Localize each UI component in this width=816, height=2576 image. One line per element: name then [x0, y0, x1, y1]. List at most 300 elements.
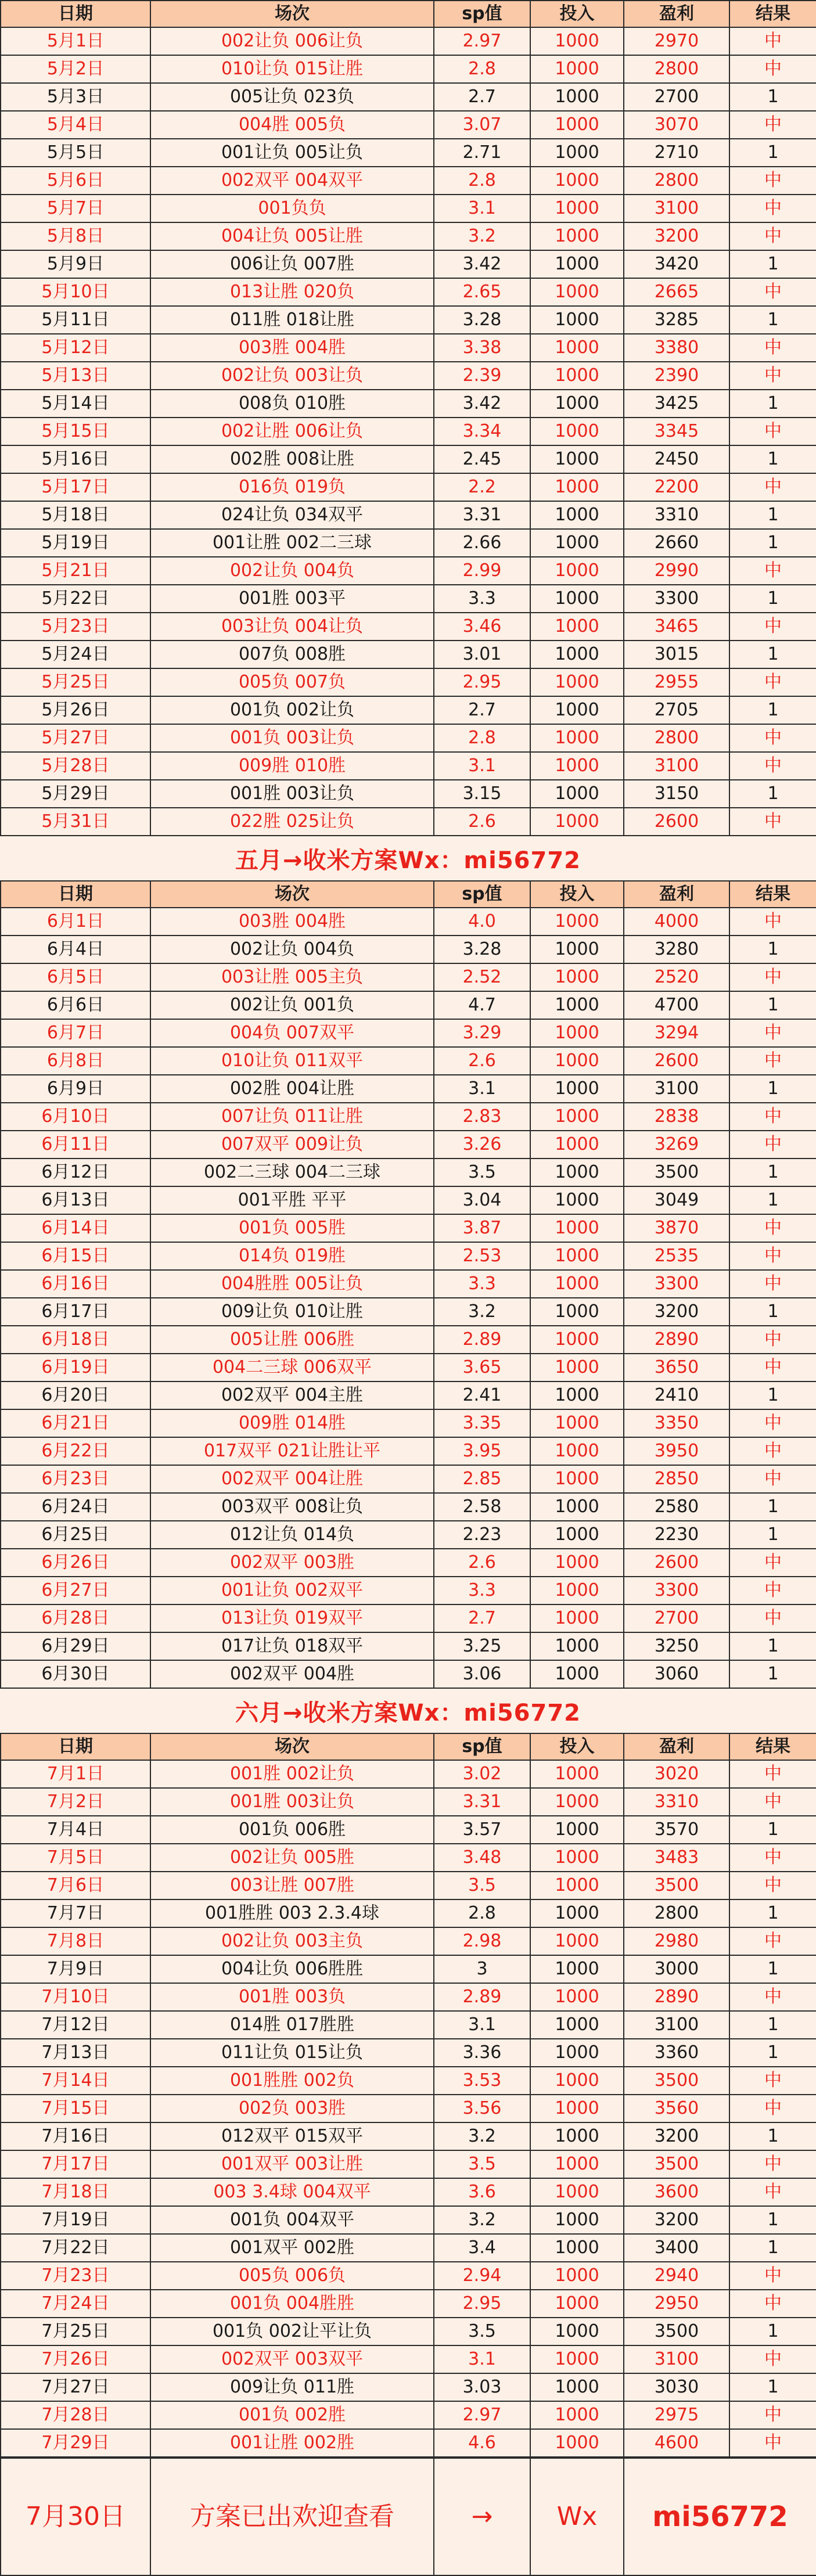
cell-sp: 3 [434, 1955, 530, 1983]
cell-stake: 1000 [530, 418, 624, 445]
cell-result: 中 [729, 1927, 816, 1955]
table-row [1, 724, 816, 752]
cell-date: 5月3日 [1, 83, 150, 111]
results-table [0, 0, 816, 836]
header-profit: 盈利 [624, 881, 729, 908]
table-row [1, 1927, 816, 1955]
cell-profit: 3294 [624, 1019, 729, 1047]
cell-result: 中 [729, 1242, 816, 1270]
cell-match: 012让负 014负 [150, 1521, 434, 1549]
cell-match: 003胜 004胜 [150, 334, 434, 362]
cell-stake: 1000 [530, 2178, 624, 2206]
cell-date: 6月5日 [1, 963, 150, 991]
cell-sp: 3.57 [434, 1816, 530, 1844]
cell-sp: 3.56 [434, 2095, 530, 2122]
cell-profit: 3380 [624, 334, 729, 362]
table-row [1, 1409, 816, 1437]
table-row [1, 557, 816, 585]
cell-stake: 1000 [530, 1983, 624, 2011]
cell-stake: 1000 [530, 1760, 624, 1788]
cell-sp: 3.06 [434, 1660, 530, 1688]
cell-sp: 3.6 [434, 2178, 530, 2206]
cell-stake: 1000 [530, 1381, 624, 1409]
cell-profit: 2450 [624, 445, 729, 473]
cell-sp: 3.2 [434, 1298, 530, 1326]
cell-date: 5月24日 [1, 641, 150, 668]
cell-result: 1 [729, 1632, 816, 1660]
cell-profit: 3100 [624, 1075, 729, 1103]
cell-stake: 1000 [530, 936, 624, 963]
cell-profit: 3420 [624, 250, 729, 278]
cell-match: 002胜 004让胜 [150, 1075, 434, 1103]
cell-sp: 2.97 [434, 2401, 530, 2429]
table-row [1, 195, 816, 222]
cell-profit: 2850 [624, 1465, 729, 1493]
cell-date: 7月4日 [1, 1816, 150, 1844]
cell-stake: 1000 [530, 2401, 624, 2429]
cell-result: 中 [729, 752, 816, 780]
table-row [1, 2206, 816, 2234]
cell-sp: 2.6 [434, 1549, 530, 1577]
cell-sp: 2.71 [434, 139, 530, 167]
cell-stake: 1000 [530, 963, 624, 991]
cell-stake: 1000 [530, 2290, 624, 2318]
table-row [1, 1632, 816, 1660]
cell-match: 001胜 003负 [150, 1983, 434, 2011]
cell-match: 002双平 004双平 [150, 167, 434, 195]
table-row [1, 1354, 816, 1381]
cell-sp: 3.42 [434, 250, 530, 278]
cell-date: 5月8日 [1, 222, 150, 250]
cell-date: 5月10日 [1, 278, 150, 306]
cell-stake: 1000 [530, 2345, 624, 2373]
cell-stake: 1000 [530, 222, 624, 250]
header-stake: 投入 [530, 1733, 624, 1760]
cell-result: 中 [729, 1047, 816, 1075]
cell-profit: 3500 [624, 2150, 729, 2178]
cell-sp: 3.46 [434, 613, 530, 641]
cell-date: 5月11日 [1, 306, 150, 334]
cell-stake: 1000 [530, 1604, 624, 1632]
cell-stake: 1000 [530, 139, 624, 167]
cell-stake: 1000 [530, 2206, 624, 2234]
section-title: 五月→收米方案Wx：mi56772 [0, 836, 816, 880]
cell-date: 6月1日 [1, 908, 150, 936]
cell-profit: 2200 [624, 473, 729, 501]
table-row [1, 1214, 816, 1242]
cell-profit: 4700 [624, 991, 729, 1019]
cell-profit: 3060 [624, 1660, 729, 1688]
cell-result: 中 [729, 1103, 816, 1131]
cell-match: 006让负 007胜 [150, 250, 434, 278]
table-row [1, 1493, 816, 1521]
header-match: 场次 [150, 881, 434, 908]
cell-date: 5月31日 [1, 808, 150, 836]
results-table [0, 880, 816, 1689]
cell-date: 7月9日 [1, 1955, 150, 1983]
cell-profit: 3285 [624, 306, 729, 334]
cell-stake: 1000 [530, 1788, 624, 1816]
cell-sp: 2.45 [434, 445, 530, 473]
cell-match: 001胜 002让负 [150, 1760, 434, 1788]
cell-stake: 1000 [530, 1660, 624, 1688]
cell-result: 中 [729, 2345, 816, 2373]
cell-sp: 2.41 [434, 1381, 530, 1409]
cell-result: 中 [729, 1019, 816, 1047]
cell-date: 6月30日 [1, 1660, 150, 1688]
section-title: 六月→收米方案Wx：mi56772 [0, 1689, 816, 1733]
table-row [1, 362, 816, 390]
cell-profit: 2390 [624, 362, 729, 390]
cell-match: 009让负 011胜 [150, 2373, 434, 2401]
cell-match: 004让负 005让胜 [150, 222, 434, 250]
table-row [1, 1521, 816, 1549]
cell-sp: 3.38 [434, 334, 530, 362]
table-header [1, 881, 816, 908]
table-row [1, 1955, 816, 1983]
cell-result: 中 [729, 613, 816, 641]
cell-stake: 1000 [530, 1019, 624, 1047]
table-row [1, 641, 816, 668]
cell-sp: 2.23 [434, 1521, 530, 1549]
cell-result: 1 [729, 1159, 816, 1186]
cell-result: 1 [729, 585, 816, 613]
cell-sp: 3.53 [434, 2067, 530, 2095]
cell-date: 6月23日 [1, 1465, 150, 1493]
cell-sp: 2.8 [434, 724, 530, 752]
cell-date: 6月25日 [1, 1521, 150, 1549]
cell-result: 1 [729, 83, 816, 111]
cell-result: 1 [729, 991, 816, 1019]
cell-date: 5月9日 [1, 250, 150, 278]
cell-match: 014负 019胜 [150, 1242, 434, 1270]
cell-match: 002让负 005胜 [150, 1844, 434, 1872]
cell-match: 005负 007负 [150, 668, 434, 696]
cell-stake: 1000 [530, 1270, 624, 1298]
cell-stake: 1000 [530, 167, 624, 195]
cell-stake: 1000 [530, 195, 624, 222]
table-row [1, 1131, 816, 1159]
cell-stake: 1000 [530, 1955, 624, 1983]
cell-profit: 3500 [624, 2318, 729, 2345]
cell-match: 002让胜 006让负 [150, 418, 434, 445]
cell-date: 7月12日 [1, 2011, 150, 2039]
cell-sp: 4.0 [434, 908, 530, 936]
cell-profit: 3500 [624, 1159, 729, 1186]
cell-sp: 3.5 [434, 1159, 530, 1186]
cell-sp: 3.5 [434, 1872, 530, 1899]
cell-date: 5月29日 [1, 780, 150, 808]
cell-sp: 3.26 [434, 1131, 530, 1159]
header-result: 结果 [729, 1, 816, 27]
cell-date: 6月4日 [1, 936, 150, 963]
cell-result: 1 [729, 1660, 816, 1688]
cell-sp: 3.95 [434, 1437, 530, 1465]
cell-sp: 2.8 [434, 167, 530, 195]
table-row [1, 2150, 816, 2178]
cell-profit: 2600 [624, 1549, 729, 1577]
cell-date: 7月13日 [1, 2039, 150, 2067]
cell-date: 6月13日 [1, 1186, 150, 1214]
cell-profit: 2800 [624, 55, 729, 83]
cell-profit: 3250 [624, 1632, 729, 1660]
cell-profit: 2950 [624, 2290, 729, 2318]
cell-result: 中 [729, 1983, 816, 2011]
cell-match: 001胜胜 003 2.3.4球 [150, 1899, 434, 1927]
cell-profit: 2410 [624, 1381, 729, 1409]
cell-match: 007让负 011让胜 [150, 1103, 434, 1131]
cell-match: 013让负 019双平 [150, 1604, 434, 1632]
footer-notice: 方案已出欢迎查看 [150, 2458, 434, 2575]
cell-match: 002双平 004主胜 [150, 1381, 434, 1409]
cell-sp: 2.7 [434, 83, 530, 111]
cell-date: 5月2日 [1, 55, 150, 83]
cell-profit: 3200 [624, 2206, 729, 2234]
cell-match: 001负 002胜 [150, 2401, 434, 2429]
cell-match: 002让负 003主负 [150, 1927, 434, 1955]
cell-match: 002二三球 004二三球 [150, 1159, 434, 1186]
cell-stake: 1000 [530, 1493, 624, 1521]
cell-date: 6月9日 [1, 1075, 150, 1103]
cell-match: 011胜 018让胜 [150, 306, 434, 334]
cell-date: 7月24日 [1, 2290, 150, 2318]
cell-profit: 3400 [624, 2234, 729, 2262]
cell-match: 007负 008胜 [150, 641, 434, 668]
table-row [1, 278, 816, 306]
table-row [1, 306, 816, 334]
header-sp: sp值 [434, 1, 530, 27]
cell-date: 7月5日 [1, 1844, 150, 1872]
cell-date: 6月24日 [1, 1493, 150, 1521]
cell-stake: 1000 [530, 557, 624, 585]
cell-sp: 3.4 [434, 2234, 530, 2262]
cell-sp: 2.66 [434, 529, 530, 557]
cell-date: 6月17日 [1, 1298, 150, 1326]
cell-result: 1 [729, 2318, 816, 2345]
cell-result: 中 [729, 278, 816, 306]
cell-match: 001让胜 002二三球 [150, 529, 434, 557]
cell-profit: 2800 [624, 724, 729, 752]
table-row [1, 668, 816, 696]
cell-result: 中 [729, 1872, 816, 1899]
cell-sp: 3.29 [434, 1019, 530, 1047]
cell-match: 004胜胜 005让负 [150, 1270, 434, 1298]
cell-sp: 3.2 [434, 2122, 530, 2150]
cell-result: 中 [729, 668, 816, 696]
cell-result: 中 [729, 167, 816, 195]
cell-stake: 1000 [530, 1632, 624, 1660]
footer-wx-label: Wx [530, 2458, 624, 2575]
cell-sp: 2.99 [434, 557, 530, 585]
cell-date: 6月22日 [1, 1437, 150, 1465]
cell-stake: 1000 [530, 306, 624, 334]
cell-sp: 2.39 [434, 362, 530, 390]
cell-stake: 1000 [530, 1075, 624, 1103]
cell-profit: 3600 [624, 2178, 729, 2206]
cell-date: 5月5日 [1, 139, 150, 167]
cell-date: 6月20日 [1, 1381, 150, 1409]
cell-result: 1 [729, 2373, 816, 2401]
table-row [1, 139, 816, 167]
cell-stake: 1000 [530, 808, 624, 836]
table-row [1, 1577, 816, 1604]
cell-stake: 1000 [530, 724, 624, 752]
table-row [1, 1760, 816, 1788]
cell-sp: 2.94 [434, 2262, 530, 2290]
cell-profit: 2890 [624, 1983, 729, 2011]
cell-match: 002胜 008让胜 [150, 445, 434, 473]
cell-result: 1 [729, 2234, 816, 2262]
table-row [1, 1816, 816, 1844]
cell-match: 001负 003让负 [150, 724, 434, 752]
cell-result: 1 [729, 445, 816, 473]
cell-sp: 3.31 [434, 1788, 530, 1816]
table-row [1, 2039, 816, 2067]
cell-result: 中 [729, 1409, 816, 1437]
cell-date: 5月21日 [1, 557, 150, 585]
cell-result: 中 [729, 2150, 816, 2178]
cell-date: 5月22日 [1, 585, 150, 613]
footer-date: 7月30日 [1, 2458, 150, 2575]
footer-wx-id: mi56772 [624, 2458, 816, 2575]
cell-result: 1 [729, 1075, 816, 1103]
cell-date: 7月1日 [1, 1760, 150, 1788]
table-row [1, 696, 816, 724]
cell-sp: 2.6 [434, 1047, 530, 1075]
cell-profit: 3300 [624, 1577, 729, 1604]
cell-date: 7月28日 [1, 2401, 150, 2429]
cell-sp: 3.04 [434, 1186, 530, 1214]
table-row [1, 2318, 816, 2345]
table-row [1, 2234, 816, 2262]
cell-stake: 1000 [530, 1131, 624, 1159]
cell-stake: 1000 [530, 1844, 624, 1872]
cell-date: 5月25日 [1, 668, 150, 696]
cell-match: 003让负 004让负 [150, 613, 434, 641]
cell-sp: 3.31 [434, 501, 530, 529]
table-row [1, 1242, 816, 1270]
cell-result: 中 [729, 557, 816, 585]
cell-sp: 3.1 [434, 2345, 530, 2373]
cell-result: 1 [729, 2122, 816, 2150]
cell-sp: 3.48 [434, 1844, 530, 1872]
cell-sp: 3.3 [434, 1270, 530, 1298]
cell-stake: 1000 [530, 613, 624, 641]
cell-sp: 2.8 [434, 1899, 530, 1927]
cell-result: 中 [729, 808, 816, 836]
cell-stake: 1000 [530, 1577, 624, 1604]
table-row [1, 418, 816, 445]
cell-profit: 3500 [624, 2067, 729, 2095]
cell-stake: 1000 [530, 2011, 624, 2039]
cell-stake: 1000 [530, 529, 624, 557]
table-row [1, 2095, 816, 2122]
cell-stake: 1000 [530, 696, 624, 724]
cell-sp: 3.15 [434, 780, 530, 808]
table-row [1, 2122, 816, 2150]
cell-profit: 2710 [624, 139, 729, 167]
cell-profit: 2600 [624, 808, 729, 836]
cell-date: 5月17日 [1, 473, 150, 501]
cell-profit: 3070 [624, 111, 729, 139]
cell-result: 中 [729, 362, 816, 390]
cell-match: 010让负 015让胜 [150, 55, 434, 83]
cell-profit: 2975 [624, 2401, 729, 2429]
cell-match: 003胜 004胜 [150, 908, 434, 936]
table-row [1, 1844, 816, 1872]
cell-profit: 2660 [624, 529, 729, 557]
cell-date: 6月18日 [1, 1326, 150, 1354]
cell-stake: 1000 [530, 362, 624, 390]
cell-stake: 1000 [530, 1047, 624, 1075]
cell-result: 1 [729, 1381, 816, 1409]
cell-sp: 3.5 [434, 2318, 530, 2345]
table-row [1, 501, 816, 529]
cell-date: 6月8日 [1, 1047, 150, 1075]
header-date: 日期 [1, 1733, 150, 1760]
table-row [1, 808, 816, 836]
cell-profit: 2705 [624, 696, 729, 724]
cell-profit: 3200 [624, 1298, 729, 1326]
cell-result: 中 [729, 55, 816, 83]
cell-date: 5月19日 [1, 529, 150, 557]
cell-result: 1 [729, 936, 816, 963]
cell-sp: 2.97 [434, 27, 530, 55]
cell-stake: 1000 [530, 1549, 624, 1577]
cell-sp: 3.5 [434, 2150, 530, 2178]
cell-stake: 1000 [530, 1326, 624, 1354]
cell-date: 7月16日 [1, 2122, 150, 2150]
cell-profit: 3300 [624, 585, 729, 613]
cell-profit: 3100 [624, 752, 729, 780]
cell-result: 1 [729, 2206, 816, 2234]
cell-sp: 3.03 [434, 2373, 530, 2401]
cell-match: 001平胜 平平 [150, 1186, 434, 1214]
cell-match: 003让胜 007胜 [150, 1872, 434, 1899]
table-row [1, 473, 816, 501]
cell-date: 7月10日 [1, 1983, 150, 2011]
cell-result: 中 [729, 1465, 816, 1493]
cell-stake: 1000 [530, 1186, 624, 1214]
cell-profit: 2800 [624, 167, 729, 195]
cell-profit: 3650 [624, 1354, 729, 1381]
cell-match: 001双平 002胜 [150, 2234, 434, 2262]
cell-profit: 4600 [624, 2429, 729, 2457]
cell-match: 009胜 014胜 [150, 1409, 434, 1437]
cell-result: 中 [729, 1577, 816, 1604]
cell-stake: 1000 [530, 1927, 624, 1955]
cell-sp: 4.6 [434, 2429, 530, 2457]
cell-match: 001负 002让平让负 [150, 2318, 434, 2345]
cell-stake: 1000 [530, 1465, 624, 1493]
cell-profit: 3345 [624, 418, 729, 445]
cell-result: 中 [729, 2401, 816, 2429]
cell-match: 005负 006负 [150, 2262, 434, 2290]
header-sp: sp值 [434, 1733, 530, 1760]
table-row [1, 908, 816, 936]
cell-stake: 1000 [530, 445, 624, 473]
cell-date: 6月28日 [1, 1604, 150, 1632]
table-row [1, 2290, 816, 2318]
cell-result: 1 [729, 390, 816, 418]
table-row [1, 83, 816, 111]
cell-sp: 3.1 [434, 1075, 530, 1103]
cell-result: 1 [729, 1186, 816, 1214]
table-row [1, 529, 816, 557]
cell-sp: 3.65 [434, 1354, 530, 1381]
cell-match: 004二三球 006双平 [150, 1354, 434, 1381]
table-row [1, 2178, 816, 2206]
